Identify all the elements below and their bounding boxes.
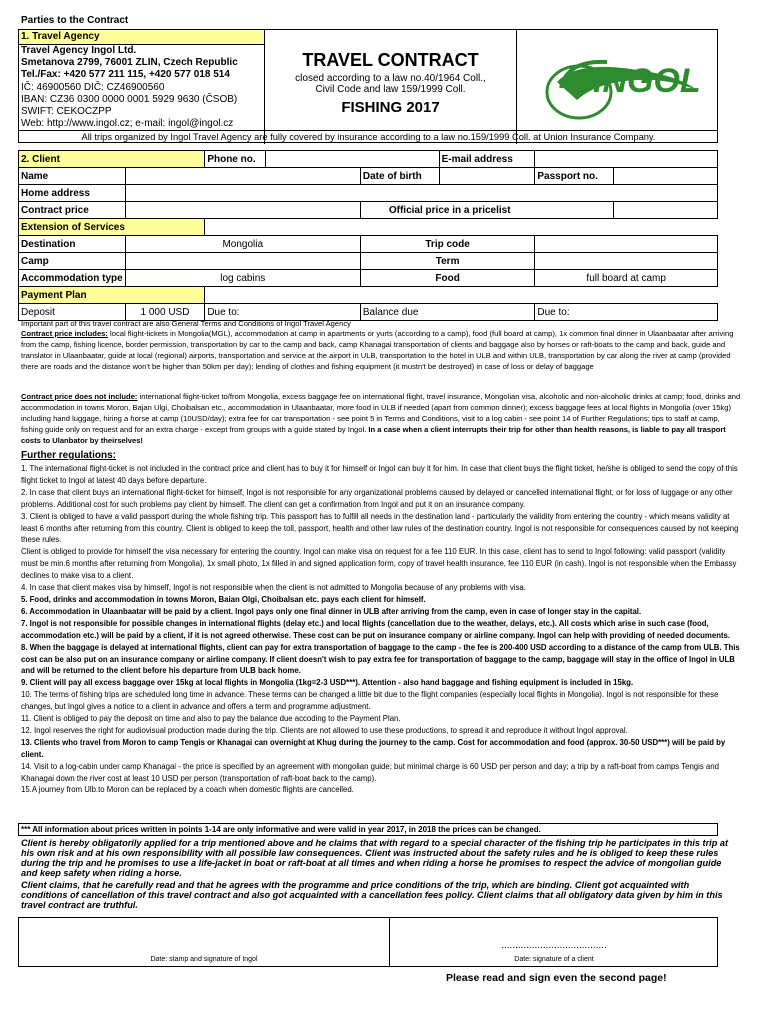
camp-label: Camp bbox=[19, 253, 126, 270]
regulation-item: 1. The international flight-ticket is not included in the contract price and client has to buy it for himself or Ingol can buy it for him. In case that client buys the flight ticket, he/she is obliged to send the copy of this flight ticket to Ingol at latest 40 days before departure. bbox=[21, 464, 738, 485]
payment-heading: Payment Plan bbox=[19, 287, 205, 304]
ingol-logo bbox=[517, 30, 718, 130]
regulation-item: 2. In case that client buys an international flight-ticket for himself, Ingol is not responsible for any organizational problems caused by delayed or cancelled international flight, or for loss of luggage or any other problems. Additional cost for such problems pay client by himself. The client can get a confirmation from Ingol and put it on an insurance company. bbox=[21, 487, 733, 509]
client-table bbox=[18, 150, 718, 321]
regulations-list bbox=[21, 463, 741, 796]
includes-text: local flight-tickets in Mongolia(MGL), accommodation at camp in apartments or yurts (according to a camp), food (full board at camp), 1x common final dinner in Ulaanbaatar after arriving from the camp, fishing licence, border permission, transportation by car to the camp and back, camp Khanagai transportation of clients and baggage also by horses or raft-boats to the camp and back, guide and translator in Ulaanbaatar, guide at local (regional) airports, transportation and service at the airport in ULB, transportation to the hotel in ULB and within ULB, transportation by car along the river at camp (provided there are roads and the distance won't be higher than 50km per day); lending of clothes and fishing equipment (it mustn't be destroyed) in case of loss or delay of baggage bbox=[21, 329, 734, 372]
trip-code-field[interactable] bbox=[535, 236, 718, 253]
client-heading: 2. Client bbox=[19, 151, 205, 168]
agency-address: Smetanova 2799, 76001 ZLIN, Czech Republic bbox=[21, 57, 238, 68]
phone-label: Phone no. bbox=[205, 151, 266, 168]
regulation-item: 12. Ingol reserves the right for audiovisual production made during the trip. Clients are not allowed to use these productions, to spread it and reproduce it without Ingol approval. bbox=[21, 725, 628, 735]
declaration-text-2: Client claims, that he carefully read and that he agrees with the programme and price conditions of the trip, which are binding. Client got acquainted with conditions of cancellation of this travel contract and also got acquainted with a cancellation fees policy. Client claims that all obligatory data given by him in this travel contract are truthful. bbox=[21, 880, 723, 910]
balance-due-label: Due to: bbox=[535, 304, 718, 321]
logo-text: INGOL bbox=[593, 62, 701, 100]
regulation-item: 4. In case that client makes visa by himself, Ingol is not responsible when the client is not admitted to Mongolia because of any problems with visa. bbox=[21, 583, 526, 593]
insurance-note: All trips organized by Ingol Travel Agency are fully covered by insurance according to a law no.159/1999 Coll. at Union Insurance Company. bbox=[19, 130, 718, 144]
regulation-item: 14. Visit to a log-cabin under camp Khanagai - the price is specified by an agreement with mongolian guide; but minimal charge is 60 USD per person and day; a trip by a raft-boat from camps Tengis and Khanagai down the river cost at least 10 USD per person (transportation of raft-boat back to the camp). bbox=[21, 761, 719, 783]
email-field[interactable] bbox=[535, 151, 718, 168]
home-address-label: Home address bbox=[19, 185, 126, 202]
contract-law-line1: closed according to a law no.40/1964 Coll., bbox=[295, 73, 486, 84]
accommodation-label: Accommodation type bbox=[19, 270, 126, 287]
dob-label: Date of birth bbox=[360, 168, 439, 185]
prices-note: *** All information about prices written in points 1-14 are only informative and were valid in year 2017, in 2018 the prices can be changed. bbox=[18, 823, 718, 836]
agency-swift: SWIFT: CEKOCZPP bbox=[21, 106, 112, 117]
agency-name: Travel Agency Ingol Ltd. bbox=[21, 45, 137, 56]
header-box bbox=[18, 29, 718, 143]
ingol-logo-graphic bbox=[517, 30, 718, 130]
regulation-item: 9. Client will pay all excess baggage over 15kg at local flights in Mongolia (1kg=2-3 USD***). Attention - also hand baggage and fishing equipment is included in 15kg. bbox=[21, 678, 634, 688]
agency-block bbox=[19, 30, 265, 144]
regulation-item: 5. Food, drinks and accommodation in towns Moron, Baian Olgi, Choibalsan etc. pays each client for himself. bbox=[21, 594, 426, 604]
phone-field[interactable] bbox=[266, 151, 439, 168]
deposit-label: Deposit bbox=[19, 304, 126, 321]
dob-field[interactable] bbox=[439, 168, 535, 185]
contract-subtitle: FISHING 2017 bbox=[341, 99, 440, 116]
name-label: Name bbox=[19, 168, 126, 185]
agency-web[interactable]: Web: http://www.ingol.cz; e-mail: ingol@ingol.cz bbox=[21, 118, 234, 129]
ingol-signature-label: Date: stamp and signature of Ingol bbox=[150, 956, 258, 963]
regulation-item: 11. Client is obliged to pay the deposit on time and also to pay the balance due accoding to the Payment Plan. bbox=[21, 714, 401, 724]
parties-title: Parties to the Contract bbox=[21, 15, 129, 26]
regulation-item: 8. When the baggage is delayed at international flights, client can pay for extra transportation of baggage to the camp - the fee is 200-400 USD according to a distance of the camp from ULB. This cost can be also put on an insurance company or airline company. If client doesn't wish to pay extra fee for transportation of baggage to the camp, baggage will stay in the office of Ingol in ULB and will be returned to the client before his departure from ULB back home. bbox=[21, 642, 740, 676]
contract-title: TRAVEL CONTRACT bbox=[302, 50, 479, 70]
passport-label: Passport no. bbox=[535, 168, 614, 185]
signature-box bbox=[18, 917, 718, 967]
official-price-label: Official price in a pricelist bbox=[360, 202, 613, 219]
term-field[interactable] bbox=[535, 253, 718, 270]
contract-title-block bbox=[265, 30, 517, 144]
includes-label: Contract price includes: bbox=[21, 329, 108, 338]
agency-heading: 1. Travel Agency bbox=[19, 30, 264, 45]
excludes-paragraph bbox=[21, 391, 741, 446]
regulation-item: 3. Client is obliged to have a valid passport during the whole fishing trip. This passport has to fulfill all needs in the destination land - particularly the validity from entering the country - which means validity at least 6 months after returning from this country. Client is obliged to keep the toll, passport, health and other law rules of the destination country. Ingol is not responsible for consequences caused by not keeping these rules. bbox=[21, 511, 739, 545]
regulation-item: 6. Accommodation in Ulaanbaatar will be paid by a client. Ingol pays only one final dinner in ULB after arriving from the camp, even in case of longer stay in the capital. bbox=[21, 606, 642, 616]
agency-phone: Tel./Fax: +420 577 211 115, +420 577 018 514 bbox=[21, 69, 230, 80]
term-label: Term bbox=[360, 253, 535, 270]
food-label: Food bbox=[360, 270, 535, 287]
passport-field[interactable] bbox=[614, 168, 718, 185]
agency-ids: IČ: 46900560 DIČ: CZ46900560 bbox=[21, 82, 165, 93]
client-signature-line[interactable]: ...................................... bbox=[501, 940, 607, 951]
destination-value: Mongolia bbox=[125, 236, 360, 253]
declaration-text: Client is hereby obligatorily applied for a trip mentioned above and he claims that with regard to a special character of the fishing trip he participates in this trip at his own risk and at his own responsibility with all possible law consequences. Client was instructed about the safety rules and he is obliged to keep these rules during the trip and he promises to use a life-jacket in boat or raft-boat at all times and when riding a horse he promises to respect the advice of mongolian guide and keep safety when riding a horse. bbox=[21, 838, 729, 878]
accommodation-value: log cabins bbox=[125, 270, 360, 287]
camp-field[interactable] bbox=[125, 253, 360, 270]
excludes-bold: In a case when a client interrupts their trip for other than health reasons, is liable to pay all trasport costs to Ulanbator by theirselves! bbox=[21, 425, 726, 446]
further-heading: Further regulations: bbox=[21, 450, 117, 461]
client-signature-label: Date: signature of a client bbox=[514, 956, 594, 963]
home-address-field[interactable] bbox=[125, 185, 717, 202]
balance-label: Balance due bbox=[360, 304, 535, 321]
important-note: Important part of this travel contract are also General Terms and Conditions of Ingol Travel Agency bbox=[21, 319, 351, 328]
contract-price-label: Contract price bbox=[19, 202, 126, 219]
payment-spacer bbox=[205, 287, 718, 304]
excludes-label: Contract price does not include: bbox=[21, 392, 138, 401]
regulation-item: 7. Ingol is not responsible for possible changes in international flights (delay etc.) and local flights (cancellation due to the weather, delays, etc.). All costs which arise in such case (food, accommodation etc.) will be paid by a client, if it is not agreed otherwise. These cost can be put on insurance company or airline company. Ingol can help with providing of needed documents. bbox=[21, 618, 731, 640]
official-price-field[interactable] bbox=[614, 202, 718, 219]
contract-price-field[interactable] bbox=[125, 202, 360, 219]
destination-label: Destination bbox=[19, 236, 126, 253]
food-value: full board at camp bbox=[535, 270, 718, 287]
deposit-value: 1 000 USD bbox=[125, 304, 205, 321]
footer-note: Please read and sign even the second page! bbox=[446, 972, 667, 984]
regulation-item: 13. Clients who travel from Moron to camp Tengis or Khanagai can overnight at Khug during the journey to the camp. Cost for accommodation and food (approx. 30-50 USD***) will be paid by client. bbox=[21, 737, 726, 759]
regulation-item: 15.A journey from Ulb.to Moron can be replaced by a coach when domestic flights are cancelled. bbox=[21, 785, 354, 795]
services-heading: Extension of Services bbox=[19, 219, 205, 236]
excludes-text: international flight-ticket to/from Mongolia, excess baggage fee on international flight, travel insurance, Mongolian visa, alcoholic and non-alcoholic drinks at camp; food, drinks and accommodation in towns Moron, Bajan Ulgi, Choibalsan etc., accommodation in Ulaanbaatar, more food in ULB if needed (apart from common dinner); excess baggage fees at local flights in Mongolia (over 15kg) including hand luggage, hiring a horse at camp (10USD/day); extra fee for car transportation - see point 5 in Terms and Conditions, visit to a log cabin - see point 14 of Further Regulations; tips to staff at camp, fishing guide only on request and for an extra charge - except from groups with a guide stated by Ingol. bbox=[21, 392, 741, 435]
includes-paragraph bbox=[21, 328, 741, 372]
deposit-due-label: Due to: bbox=[205, 304, 361, 321]
regulation-item: Client is obliged to provide for himself the visa necessary for entering the country. Ingol can make visa on request for a fee 110 EUR. In this case, client has to send to Ingol following: valid passport (validity must be min.6 months after returning from Mongolia), 1x small photo, 1x filled in and signed application form, copy of travel health insurance, fee 110 EUR (in cash). Ingol is not responsible when the Embassy declines to make visa to a client. bbox=[21, 547, 737, 581]
services-spacer bbox=[205, 219, 718, 236]
agency-iban: IBAN: CZ36 0300 0000 0001 5929 9630 (ČSOB) bbox=[21, 94, 238, 105]
email-label: E-mail address bbox=[439, 151, 535, 168]
regulation-item: 10. The terms of fishing trips are scheduled long time in advance. These terms can be changed a little bit due to the flight companies (especially local flights in Mongolia). Ingol is not responsible for these changes, but Ingol gives a notice to a client in advance and offers a term and programme adjustment. bbox=[21, 690, 719, 712]
name-field[interactable] bbox=[125, 168, 360, 185]
contract-law-line2: Civil Code and law 159/1999 Coll. bbox=[315, 84, 466, 95]
trip-code-label: Trip code bbox=[360, 236, 535, 253]
